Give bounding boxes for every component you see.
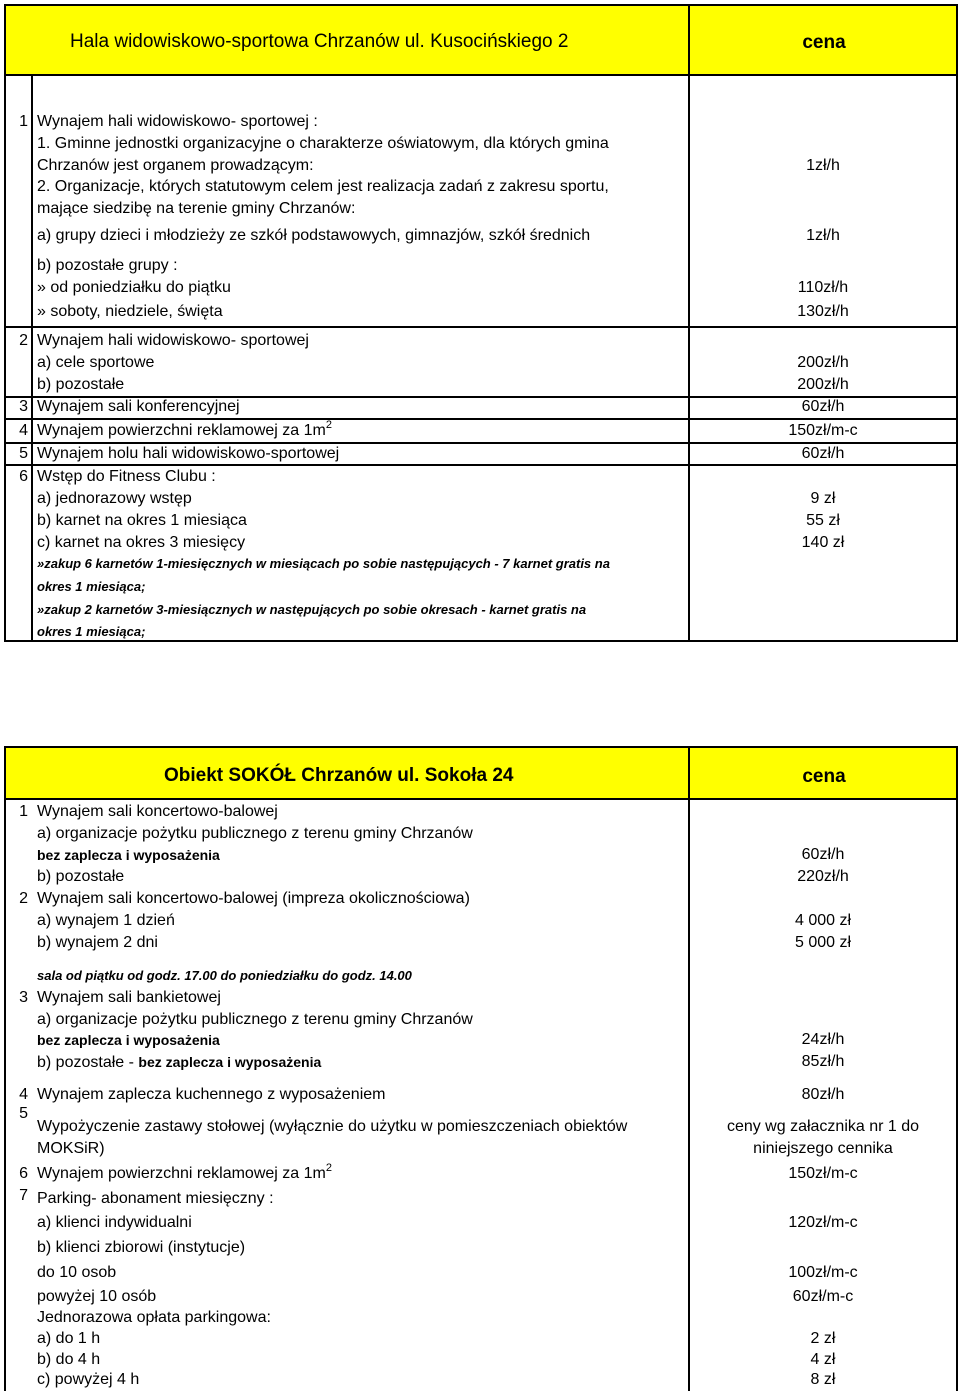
item-line: b) do 4 h	[37, 1351, 101, 1368]
item-label: Wynajem hali widowiskowo- sportowej :	[37, 113, 318, 130]
item-line: a) jednorazowy wstęp	[37, 490, 192, 507]
item-line: c) karnet na okres 3 miesięcy	[37, 534, 246, 551]
price: 4 zł	[810, 1351, 836, 1368]
superscript: 2	[325, 419, 332, 431]
row-number: 1	[19, 113, 28, 130]
price: 60zł/h	[801, 398, 845, 415]
price: 55 zł	[806, 512, 840, 529]
price: 1zł/h	[806, 227, 840, 244]
item-line: a) do 1 h	[37, 1330, 101, 1347]
divider	[4, 4, 6, 642]
row-number: 3	[19, 398, 28, 415]
item-line: a) organizacje pożytku publicznego z terenu gminy Chrzanów	[37, 825, 473, 842]
row-number: 5	[19, 1105, 28, 1122]
item-line: b) klienci zbiorowi (instytucje)	[37, 1239, 246, 1256]
item-label: Parking- abonament miesięczny :	[37, 1190, 274, 1207]
price: 2 zł	[810, 1330, 836, 1347]
table1-title: Hala widowiskowo-sportowa Chrzanów ul. Kusocińskiego 2	[70, 31, 569, 52]
item-line: b) wynajem 2 dni	[37, 934, 158, 951]
table1-price-header: cena	[802, 32, 846, 53]
item-line: b) pozostałe grupy :	[37, 257, 178, 274]
price: 60zł/m-c	[792, 1288, 854, 1305]
divider	[4, 418, 958, 420]
promo-note: okres 1 miesiąca;	[37, 579, 146, 594]
divider	[31, 74, 33, 642]
item-label: Wynajem sali koncertowo-balowej	[37, 803, 278, 820]
row-number: 7	[19, 1187, 28, 1204]
item-line: b) pozostałe	[37, 376, 125, 393]
divider	[4, 464, 958, 466]
item-label: Wynajem sali konferencyjnej	[37, 398, 240, 415]
item-line: » soboty, niedziele, święta	[37, 303, 223, 320]
divider	[4, 640, 958, 642]
row-number: 1	[19, 803, 28, 820]
item-line: a) cele sportowe	[37, 354, 155, 371]
divider	[4, 4, 958, 6]
price: 80zł/h	[801, 1086, 845, 1103]
item-line: do 10 osob	[37, 1264, 117, 1281]
bold-suffix: bez zaplecza i wyposażenia	[138, 1054, 322, 1070]
price: 130zł/h	[797, 303, 849, 320]
price: niniejszego cennika	[753, 1140, 893, 1157]
item-line: » od poniedziałku do piątku	[37, 279, 231, 296]
item-line: MOKSiR)	[37, 1140, 105, 1157]
price: 8 zł	[810, 1371, 836, 1388]
item-line: mające siedzibę na terenie gminy Chrzanów:	[37, 200, 356, 217]
item-label: Wynajem sali koncertowo-balowej (impreza okolicznościowa)	[37, 890, 470, 907]
row-number: 4	[19, 422, 28, 439]
divider	[4, 798, 958, 800]
item-line: a) wynajem 1 dzień	[37, 912, 175, 929]
item-line-bold: bez zaplecza i wyposażenia	[37, 1032, 220, 1048]
item-label: Wynajem powierzchni reklamowej za $1m^2$	[37, 1162, 332, 1182]
divider	[4, 746, 6, 1391]
row-number: 2	[19, 890, 28, 907]
price: 200zł/h	[797, 376, 849, 393]
item-label: Wynajem hali widowiskowo- sportowej	[37, 332, 309, 349]
promo-note: »zakup 6 karnetów 1-miesięcznych w miesiącach po sobie następujących - 7 karnet gratis na	[37, 556, 610, 571]
item-line: b) karnet na okres 1 miesiąca	[37, 512, 247, 529]
item-line: a) grupy dzieci i młodzieży ze szkół podstawowych, gimnazjów, szkół średnich	[37, 227, 591, 244]
item-label: Wynajem holu hali widowiskowo-sportowej	[37, 445, 340, 462]
item-line: b) pozostałe - bez zaplecza i wyposażenia	[37, 1054, 322, 1071]
table2-price-header: cena	[802, 766, 846, 787]
item-label: Wynajem powierzchni reklamowej za $1m^2$	[37, 419, 332, 439]
item-line: 2. Organizacje, których statutowym celem jest realizacja zadań z zakresu sportu,	[37, 178, 609, 195]
item-label: Wynajem sali bankietowej	[37, 989, 221, 1006]
item-line: powyżej 10 osób	[37, 1288, 157, 1305]
row-number: 4	[19, 1086, 28, 1103]
superscript: 2	[325, 1162, 332, 1174]
price: 60zł/h	[801, 445, 845, 462]
price: 9 zł	[810, 490, 836, 507]
price: 120zł/m-c	[788, 1214, 858, 1231]
price: ceny wg załacznika nr 1 do	[726, 1118, 920, 1135]
item-line-bold: bez zaplecza i wyposażenia	[37, 847, 220, 863]
price: 150zł/m-c	[788, 1165, 858, 1182]
item-note: sala od piątku od godz. 17.00 do poniedziałku do godz. 14.00	[37, 968, 412, 983]
item-line: a) klienci indywidualni	[37, 1214, 192, 1231]
row-number: 6	[19, 468, 28, 485]
price: 24zł/h	[801, 1031, 845, 1048]
price: 150zł/m-c	[788, 422, 858, 439]
price: 1zł/h	[806, 157, 840, 174]
divider	[4, 74, 958, 76]
item-line: 1. Gminne jednostki organizacyjne o charakterze oświatowym, dla których gmina	[37, 135, 609, 152]
price: 5 000 zł	[794, 934, 852, 951]
row-number: 3	[19, 989, 28, 1006]
divider	[4, 746, 958, 748]
divider	[4, 326, 958, 328]
item-label: Wypożyczenie zastawy stołowej (wyłącznie do użytku w pomieszczeniach obiektów	[37, 1118, 628, 1135]
promo-note: »zakup 2 karnetów 3-miesiącznych w następujących po sobie okresach - karnet gratis na	[37, 602, 587, 617]
item-line: c) powyżej 4 h	[37, 1371, 140, 1388]
row-number: 6	[19, 1165, 28, 1182]
row-number: 2	[19, 332, 28, 349]
item-line: a) organizacje pożytku publicznego z terenu gminy Chrzanów	[37, 1011, 473, 1028]
price: 140 zł	[801, 534, 845, 551]
price: 220zł/h	[797, 868, 849, 885]
price: 85zł/h	[801, 1053, 845, 1070]
item-label: Wynajem zaplecza kuchennego z wyposażeniem	[37, 1086, 386, 1103]
price: 60zł/h	[801, 846, 845, 863]
price: 100zł/m-c	[788, 1264, 858, 1281]
promo-note: okres 1 miesiąca;	[37, 624, 146, 639]
item-line: b) pozostałe	[37, 868, 125, 885]
table2-title: Obiekt SOKÓŁ Chrzanów ul. Sokoła 24	[164, 765, 514, 786]
item-line: Jednorazowa opłata parkingowa:	[37, 1309, 271, 1326]
price: 200zł/h	[797, 354, 849, 371]
price: 110zł/h	[797, 279, 849, 296]
row-number: 5	[19, 445, 28, 462]
item-label: Wstęp do Fitness Clubu :	[37, 468, 216, 485]
item-line: Chrzanów jest organem prowadzącym:	[37, 157, 314, 174]
price: 4 000 zł	[794, 912, 852, 929]
